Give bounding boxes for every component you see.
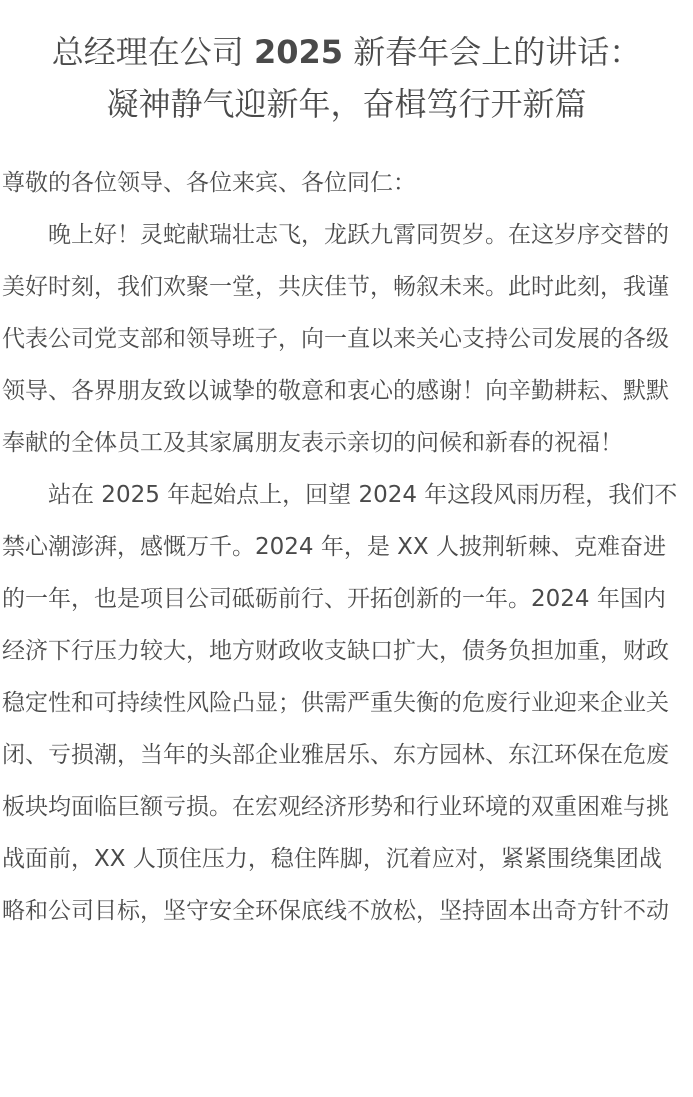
speech-body (2, 157, 682, 937)
paragraph-review: 站在 2025 年起始点上，回望 2024 年这段风雨历程，我们不禁心潮澎湃，感慨万千。2024 年，是 XX 人披荆斩棘、克难奋进的一年，也是项目公司砥砺前行、开拓创新的一年。2024 年国内经济下行压力较大，地方财政收支缺口扩大，债务负担加重，财政稳定性和可持续性风险凸显；供需严重失衡的危废行业迎来企业关闭、亏损潮，当年的头部企业雅居乐、东方园林、东江环保在危废板块均面临巨额亏损。在宏观经济形势和行业环境的双重困难与挑战面前，XX 人顶住压力，稳住阵脚，沉着应对，紧紧围绕集团战略和公司目标，坚守安全环保底线不放松，坚持固本出奇方针不动 (2, 482, 678, 924)
title-suffix: 新春年会上的讲话： (353, 33, 642, 71)
paragraph-greeting: 晚上好！灵蛇献瑞壮志飞，龙跃九霄同贺岁。在这岁序交替的美好时刻，我们欢聚一堂，共庆佳节，畅叙未来。此时此刻，我谨代表公司党支部和领导班子，向一直以来关心支持公司发展的各级领导、各界朋友致以诚挚的敬意和衷心的感谢！向辛勤耕耘、默默奉献的全体员工及其家属朋友表示亲切的问候和新春的祝福！ (2, 222, 669, 456)
title-line-2: 凝神静气迎新年，奋楫笃行开新篇 (106, 85, 587, 123)
title-prefix: 总经理在公司 (51, 33, 244, 71)
salutation: 尊敬的各位领导、各位来宾、各位同仁： (2, 170, 416, 196)
page-title (0, 26, 693, 130)
title-line-1 (0, 26, 693, 78)
title-year: 2025 (253, 33, 344, 71)
